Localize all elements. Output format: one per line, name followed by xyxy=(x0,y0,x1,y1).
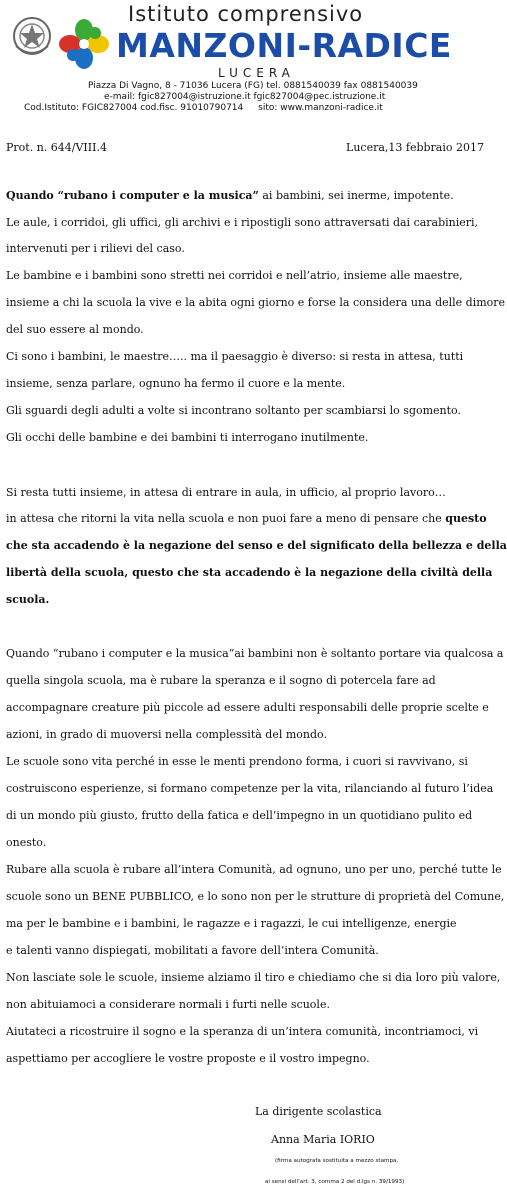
body-line: Non lasciate sole le scuole, insieme alziamo il tiro e chiediamo che si dia loro più valore, xyxy=(6,971,501,984)
body-line: costruiscono esperienze, si formano competenze per la vita, rilanciando al futuro l’idea xyxy=(6,782,494,795)
body-line: scuole sono un BENE PUBBLICO, e lo sono non per le strutture di proprietà del Comune, xyxy=(6,890,505,903)
letterhead-institute-type: Istituto comprensivo xyxy=(128,2,364,26)
body-line: Aiutateci a ricostruire il sogno e la speranza di un’intera comunità, incontriamoci, vi xyxy=(6,1025,479,1038)
signature-name: Anna Maria IORIO xyxy=(271,1133,375,1146)
body-line: accompagnare creature più piccole ad essere adulti responsabili delle proprie scelte e xyxy=(6,701,489,714)
body-line: libertà della scuola, questo che sta accadendo è la negazione della civiltà della xyxy=(6,566,493,579)
body-line: intervenuti per i rilievi del caso. xyxy=(6,242,185,255)
body-line: onesto. xyxy=(6,836,47,849)
letterhead-email: e-mail: fgic827004@istruzione.it fgic827004@pec.istruzione.it xyxy=(104,92,386,102)
body-line: del suo essere al mondo. xyxy=(6,323,144,336)
signature-note-2: ai sensi dell’art. 3, comma 2 del d.lgs n. 39/1993) xyxy=(265,1179,405,1185)
letterhead-site: sito: www.manzoni-radice.it xyxy=(258,103,383,113)
body-line: Le bambine e i bambini sono stretti nei corridoi e nell’atrio, insieme alle maestre, xyxy=(6,269,463,282)
letterhead-codes-row xyxy=(24,103,383,113)
body-line: non abituiamoci a considerare normali i furti nelle scuole. xyxy=(6,998,330,1011)
signature-note-1: (firma autografa sostituita a mezzo stampa, xyxy=(275,1158,399,1164)
body-line: scuola. xyxy=(6,593,50,606)
place-date: Lucera,13 febbraio 2017 xyxy=(346,141,484,154)
body-line: Gli occhi delle bambine e dei bambini ti interrogano inutilmente. xyxy=(6,431,369,444)
protocol-number: Prot. n. 644/VIII.4 xyxy=(6,141,107,154)
letterhead-codes: Cod.Istituto: FGIC827004 cod.fisc. 91010790714 xyxy=(24,103,244,113)
letterhead-address: Piazza Di Vagno, 8 - 71036 Lucera (FG) tel. 0881540039 fax 0881540039 xyxy=(88,81,418,91)
body-line: Le scuole sono vita perché in esse le menti prendono forma, i cuori si ravvivano, si xyxy=(6,755,468,768)
body-line: in attesa che ritorni la vita nella scuola e non puoi fare a meno di pensare che questo xyxy=(6,512,487,525)
body-line: insieme a chi la scuola la vive e la abita ogni giorno e forse la considera una delle dimore xyxy=(6,296,506,309)
letterhead xyxy=(0,0,507,118)
letterhead-city: LUCERA xyxy=(218,66,295,80)
body-line: e talenti vanno dispiegati, mobilitati a favore dell’intera Comunità. xyxy=(6,944,379,957)
signature-title: La dirigente scolastica xyxy=(255,1105,382,1118)
body-line: Ci sono i bambini, le maestre….. ma il paesaggio è diverso: si resta in attesa, tutti xyxy=(6,350,464,363)
body-line: azioni, in grado di muoversi nella complessità del mondo. xyxy=(6,728,327,741)
letterhead-school-name: MANZONI-RADICE xyxy=(116,26,452,65)
body-line: Le aule, i corridoi, gli uffici, gli archivi e i ripostigli sono attraversati dai carabinieri, xyxy=(6,216,479,229)
body-line: insieme, senza parlare, ognuno ha fermo il cuore e la mente. xyxy=(6,377,346,390)
body-line: di un mondo più giusto, frutto della fatica e dell’impegno in un quotidiano pulito ed xyxy=(6,809,473,822)
body-line: Rubare alla scuola è rubare all’intera Comunità, ad ognuno, uno per uno, perché tutte le xyxy=(6,863,502,876)
body-line: Si resta tutti insieme, in attesa di entrare in aula, in ufficio, al proprio lavoro… xyxy=(6,486,446,499)
body-line: quella singola scuola, ma è rubare la speranza e il sogno di potercela fare ad xyxy=(6,674,436,687)
body-line: Quando “rubano i computer e la musica”ai bambini non è soltanto portare via qualcosa a xyxy=(6,647,504,660)
italian-republic-emblem-icon xyxy=(10,12,54,60)
school-flower-logo-icon xyxy=(58,18,110,70)
body-line: Quando “rubano i computer e la musica” ai bambini, sei inerme, impotente. xyxy=(6,189,454,202)
body-line: che sta accadendo è la negazione del senso e del significato della bellezza e della xyxy=(6,539,507,552)
body-line: Gli sguardi degli adulti a volte si incontrano soltanto per scambiarsi lo sgomento. xyxy=(6,404,461,417)
body-line: ma per le bambine e i bambini, le ragazze e i ragazzi, le cui intelligenze, energie xyxy=(6,917,457,930)
body-line: aspettiamo per accogliere le vostre proposte e il vostro impegno. xyxy=(6,1052,370,1065)
